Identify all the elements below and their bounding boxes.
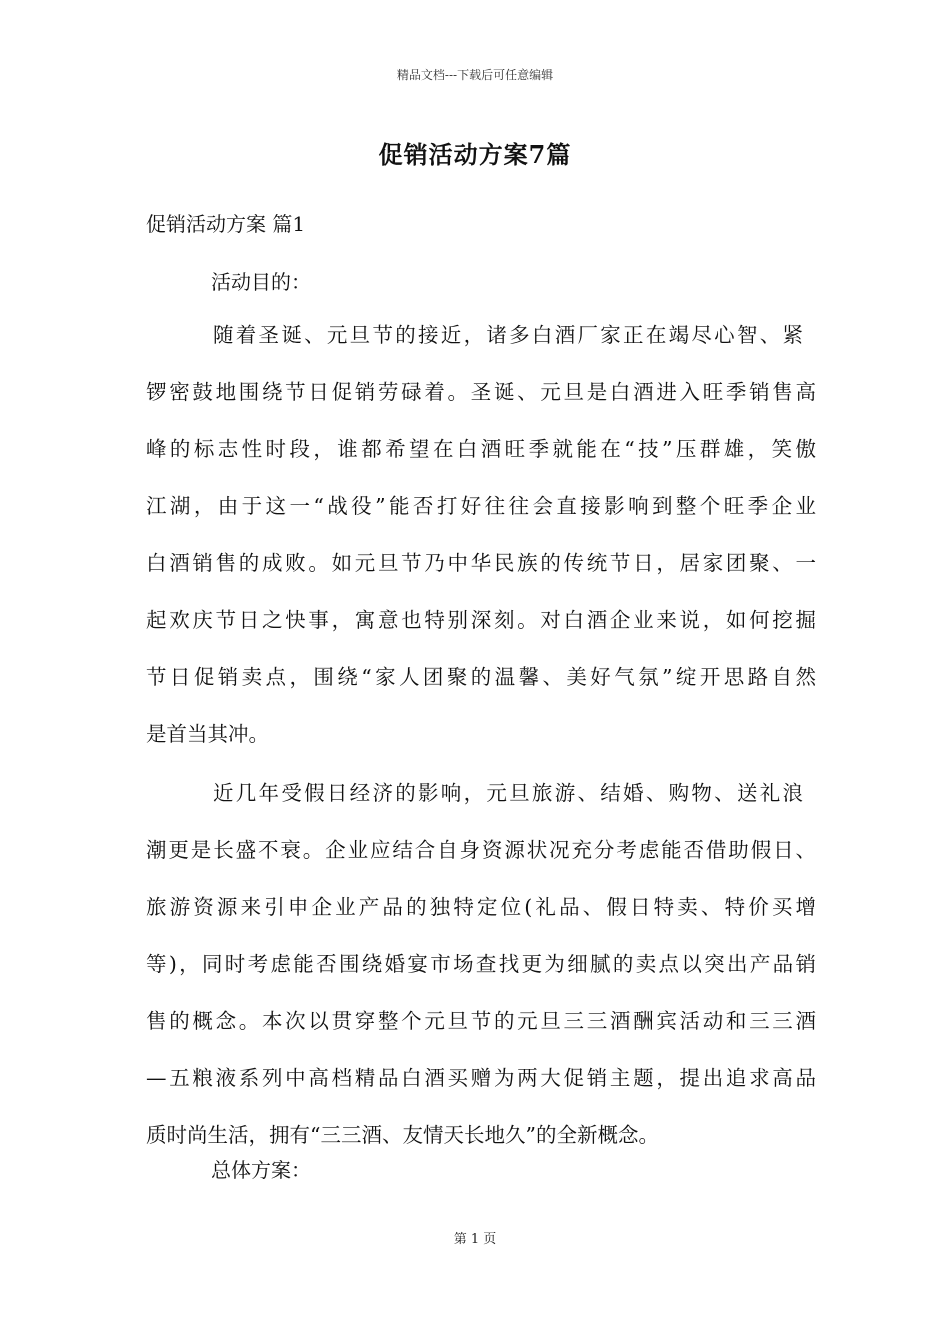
paragraph2-line: 质时尚生活，拥有“三三酒、友情天长地久”的全新概念。 bbox=[146, 1123, 659, 1147]
paragraph1-line: 是首当其冲。 bbox=[146, 722, 269, 746]
paragraph1-line: 锣密鼓地围绕节日促销劳碌着。圣诞、元旦是白酒进入旺季销售高 bbox=[146, 380, 816, 404]
paragraph1-line: 起欢庆节日之快事，寓意也特别深刻。对白酒企业来说，如何挖掘 bbox=[146, 608, 816, 632]
overall-plan-label: 总体方案： bbox=[211, 1158, 311, 1182]
page-number: 第 1 页 bbox=[453, 1232, 497, 1247]
paragraph2-line: 旅游资源来引申企业产品的独特定位(礼品、假日特卖、特价买增 bbox=[146, 895, 816, 919]
section-heading: 促销活动方案 篇1 bbox=[146, 212, 306, 236]
paragraph2-line: —五粮液系列中高档精品白酒买赠为两大促销主题，提出追求高品 bbox=[146, 1066, 816, 1090]
paragraph1-line: 节日促销卖点，围绕“家人团聚的温馨、美好气氛”绽开思路自然 bbox=[146, 665, 816, 689]
paragraph1-line: 随着圣诞、元旦节的接近，诸多白酒厂家正在竭尽心智、紧 bbox=[213, 323, 803, 347]
paragraph2-line: 近几年受假日经济的影响，元旦旅游、结婚、购物、送礼浪 bbox=[213, 781, 803, 805]
paragraph1-line: 峰的标志性时段，谁都希望在白酒旺季就能在“技”压群雄，笑傲 bbox=[146, 437, 816, 461]
paragraph2-line: 潮更是长盛不衰。企业应结合自身资源状况充分考虑能否借助假日、 bbox=[146, 838, 816, 862]
header-note: 精品文档---下载后可任意编辑 bbox=[396, 68, 554, 82]
paragraph1-line: 白酒销售的成败。如元旦节乃中华民族的传统节日，居家团聚、一 bbox=[146, 551, 816, 575]
purpose-label: 活动目的： bbox=[211, 270, 311, 294]
paragraph2-line: 售的概念。本次以贯穿整个元旦节的元旦三三酒酬宾活动和三三酒 bbox=[146, 1009, 816, 1033]
paragraph1-line: 江湖，由于这一“战役”能否打好往往会直接影响到整个旺季企业 bbox=[146, 494, 816, 518]
document-title: 促销活动方案7篇 bbox=[378, 140, 572, 169]
paragraph2-line: 等)，同时考虑能否围绕婚宴市场查找更为细腻的卖点以突出产品销 bbox=[146, 952, 816, 976]
